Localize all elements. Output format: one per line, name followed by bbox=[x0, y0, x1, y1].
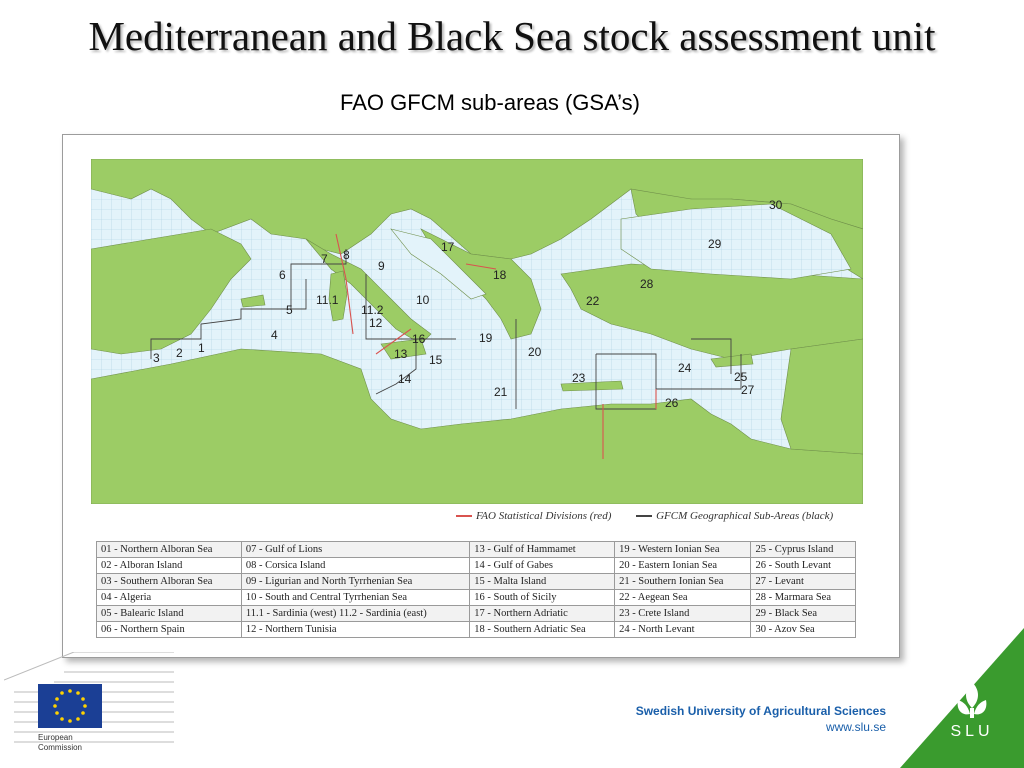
table-row bbox=[97, 590, 856, 606]
table-cell: 23 - Crete Island bbox=[615, 606, 751, 622]
area-label: 25 bbox=[734, 370, 748, 384]
slide-subtitle: FAO GFCM sub-areas (GSA’s) bbox=[340, 90, 640, 115]
map-legend bbox=[448, 510, 833, 522]
area-label: 24 bbox=[678, 361, 692, 375]
area-label: 27 bbox=[741, 383, 755, 397]
area-label: 9 bbox=[378, 259, 385, 273]
area-label: 3 bbox=[153, 351, 160, 365]
area-label: 10 bbox=[416, 293, 430, 307]
table-cell: 02 - Alboran Island bbox=[97, 558, 242, 574]
table-cell: 15 - Malta Island bbox=[470, 574, 615, 590]
area-label: 18 bbox=[493, 268, 507, 282]
gsa-table bbox=[96, 541, 856, 638]
slide-title: Mediterranean and Black Sea stock assessment unit bbox=[88, 13, 936, 59]
area-label: 11.2 bbox=[361, 303, 384, 317]
table-row bbox=[97, 606, 856, 622]
area-label: 28 bbox=[640, 277, 654, 291]
table-cell: 07 - Gulf of Lions bbox=[241, 542, 469, 558]
table-cell: 05 - Balearic Island bbox=[97, 606, 242, 622]
table-cell: 24 - North Levant bbox=[615, 622, 751, 638]
area-label: 19 bbox=[479, 331, 493, 345]
area-label: 23 bbox=[572, 371, 586, 385]
black-line-swatch bbox=[636, 515, 652, 517]
table-cell: 09 - Ligurian and North Tyrrhenian Sea bbox=[241, 574, 469, 590]
table-cell: 08 - Corsica Island bbox=[241, 558, 469, 574]
table-cell: 06 - Northern Spain bbox=[97, 622, 242, 638]
table-cell: 18 - Southern Adriatic Sea bbox=[470, 622, 615, 638]
area-label: 15 bbox=[429, 353, 443, 367]
svg-text:European: European bbox=[38, 733, 73, 742]
table-cell: 01 - Northern Alboran Sea bbox=[97, 542, 242, 558]
table-cell: 25 - Cyprus Island bbox=[751, 542, 856, 558]
area-label: 2 bbox=[176, 346, 183, 360]
table-cell: 27 - Levant bbox=[751, 574, 856, 590]
area-label: 7 bbox=[321, 252, 328, 266]
table-cell: 14 - Gulf of Gabes bbox=[470, 558, 615, 574]
table-cell: 29 - Black Sea bbox=[751, 606, 856, 622]
table-cell: 20 - Eastern Ionian Sea bbox=[615, 558, 751, 574]
table-row bbox=[97, 622, 856, 638]
table-cell: 30 - Azov Sea bbox=[751, 622, 856, 638]
table-row bbox=[97, 558, 856, 574]
slu-wordmark: SLU bbox=[950, 723, 994, 740]
area-label: 5 bbox=[286, 303, 293, 317]
table-row bbox=[97, 542, 856, 558]
legend-fao-label: FAO Statistical Divisions (red) bbox=[476, 510, 612, 522]
table-cell: 16 - South of Sicily bbox=[470, 590, 615, 606]
table-cell: 04 - Algeria bbox=[97, 590, 242, 606]
area-label: 12 bbox=[369, 316, 383, 330]
red-line-swatch bbox=[456, 515, 472, 517]
area-label: 11.1 bbox=[316, 293, 339, 307]
area-label: 26 bbox=[665, 396, 679, 410]
table-cell: 12 - Northern Tunisia bbox=[241, 622, 469, 638]
area-label: 4 bbox=[271, 328, 278, 342]
gsa-map bbox=[91, 159, 863, 504]
footer bbox=[636, 704, 886, 734]
organization-name: Swedish University of Agricultural Sciences bbox=[635, 704, 886, 718]
area-label: 1 bbox=[198, 341, 205, 355]
area-label: 22 bbox=[586, 294, 600, 308]
area-label: 6 bbox=[279, 268, 286, 282]
table-cell: 03 - Southern Alboran Sea bbox=[97, 574, 242, 590]
table-cell: 13 - Gulf of Hammamet bbox=[470, 542, 615, 558]
area-label: 21 bbox=[494, 385, 508, 399]
svg-text:Commission: Commission bbox=[38, 743, 83, 752]
table-cell: 17 - Northern Adriatic bbox=[470, 606, 615, 622]
table-cell: 11.1 - Sardinia (west) 11.2 - Sardinia (east) bbox=[241, 606, 469, 622]
area-label: 29 bbox=[708, 237, 722, 251]
website-link[interactable]: www.slu.se bbox=[825, 720, 886, 734]
legend-gsa-label: GFCM Geographical Sub-Areas (black) bbox=[656, 510, 834, 522]
slu-logo bbox=[900, 628, 1024, 768]
area-label: 20 bbox=[528, 345, 542, 359]
table-row bbox=[97, 574, 856, 590]
table-cell: 19 - Western Ionian Sea bbox=[615, 542, 751, 558]
table-cell: 10 - South and Central Tyrrhenian Sea bbox=[241, 590, 469, 606]
area-label: 16 bbox=[412, 332, 426, 346]
area-label: 13 bbox=[394, 347, 408, 361]
area-label: 30 bbox=[769, 198, 783, 212]
table-cell: 22 - Aegean Sea bbox=[615, 590, 751, 606]
area-label: 17 bbox=[441, 240, 455, 254]
table-cell: 21 - Southern Ionian Sea bbox=[615, 574, 751, 590]
map-figure bbox=[62, 134, 900, 658]
european-commission-logo bbox=[4, 652, 174, 760]
table-cell: 28 - Marmara Sea bbox=[751, 590, 856, 606]
area-label: 14 bbox=[398, 372, 412, 386]
area-label: 8 bbox=[343, 248, 350, 262]
table-cell: 26 - South Levant bbox=[751, 558, 856, 574]
